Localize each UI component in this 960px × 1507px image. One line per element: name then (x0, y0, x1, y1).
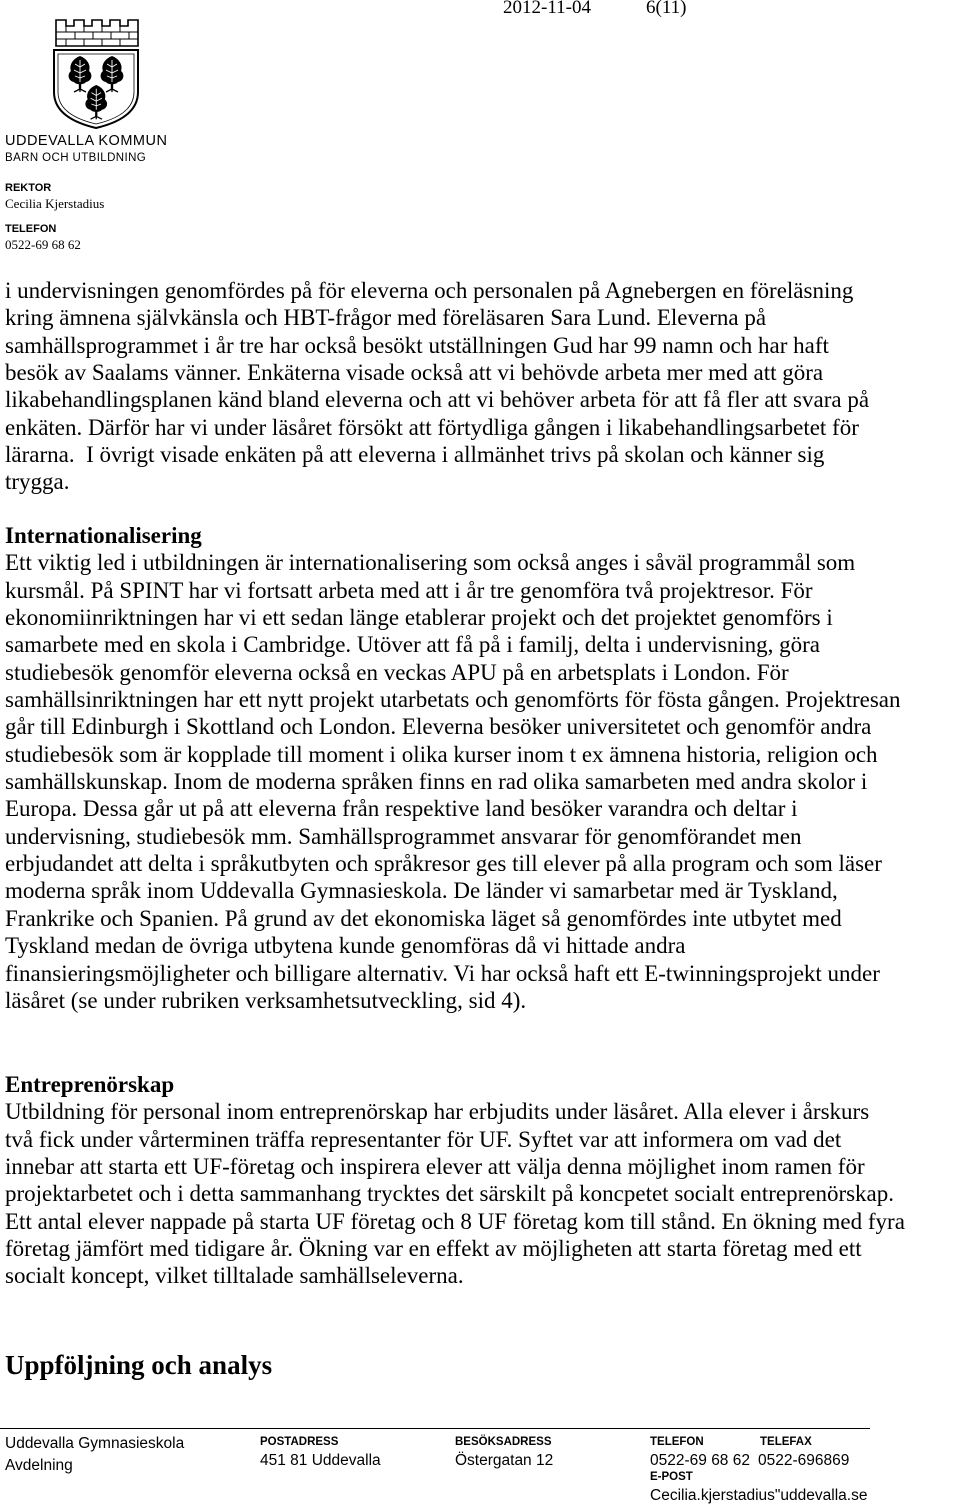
paragraph-line: trygga. (5, 469, 70, 495)
footer-phone-label: TELEFON (650, 1436, 704, 1448)
paragraph-line: två fick under vårterminen träffa representanter för UF. Syftet var att informera om vad det (5, 1126, 842, 1152)
footer-email[interactable]: Cecilia.kjerstadius"uddevalla.se (650, 1487, 868, 1504)
paragraph-line: Frankrike och Spanien. På grund av det ekonomiska läget så genomfördes inte utbytet med (5, 905, 842, 931)
section-intro (5, 277, 869, 496)
footer-visit-address: Östergatan 12 (455, 1452, 554, 1469)
department-name: BARN OCH UTBILDNING (5, 152, 147, 164)
sender-phone: 0522-69 68 62 (5, 237, 81, 252)
paragraph-line: samhällsinriktningen har ett nytt projekt utarbetats och genomförts för fösta gången. Projektresan (5, 687, 901, 713)
paragraph-line: likabehandlingsplanen känd bland eleverna och att vi behöver arbeta för att få fler att svara på (5, 387, 870, 413)
paragraph-line: studiebesök som är kopplade till moment i olika kurser inom t ex ämnena historia, religion och (5, 741, 878, 767)
section-heading-entreprenorskap: Entreprenörskap (5, 1072, 175, 1097)
paragraph-line: undervisning, studiebesök mm. Samhällsprogrammet ansvarar för genomförandet men (5, 823, 802, 849)
paragraph-line: Ett antal elever nappade på starta UF företag och 8 UF företag kom till stånd. En ökning med fyra (5, 1208, 905, 1234)
paragraph-line: samarbete med en skola i Cambridge. Utöver att få på i familj, delta i undervisning, göra (5, 632, 820, 658)
paragraph-line: kursmål. På SPINT har vi fortsatt arbeta med att i år tre genomföra två projektresor. För (5, 577, 813, 603)
paragraph-line: studiebesök genomför eleverna också en veckas APU på en arbetsplats i London. För (5, 659, 789, 685)
sender-name: Cecilia Kjerstadius (5, 196, 105, 211)
paragraph-line: Utbildning för personal inom entreprenörskap har erbjudits under läsåret. Alla elever i årskurs (5, 1099, 870, 1125)
paragraph-line: projektarbetet och i detta sammanhang trycktes det särskilt på koncpetet socialt entreprenörskap. (5, 1181, 895, 1207)
paragraph-line: innebar att starta ett UF-företag och inspirera elever att välja denna möjlighet inom ramen för (5, 1154, 865, 1180)
document-date: 2012-11-04 (503, 0, 591, 18)
paragraph-line: besök av Saalams vänner. Enkäterna visade också att vi behövde arbeta mer med att göra (5, 360, 824, 386)
paragraph-line: företag jämfört med tidigare år. Ökning var en effekt av möjligheten att starta företag med ett (5, 1236, 862, 1262)
paragraph-line: Ett viktig led i utbildningen är internationalisering som också anges i såväl programmål som (5, 550, 856, 576)
footer-postal-label: POSTADRESS (260, 1436, 339, 1448)
footer-divider (0, 1428, 870, 1429)
section-heading-internationalisering: Internationalisering (5, 523, 202, 548)
paragraph-line: går till Edinburgh i Skottland och London. Eleverna besöker universitetet och genomför andra (5, 714, 872, 740)
paragraph-line: erbjudandet att delta i språkutbyten och språkresor ges till elever på alla program och som läser (5, 851, 882, 877)
paragraph-line: Tyskland medan de övriga utbytena kunde genomföras då vi hittade andra (5, 933, 686, 959)
paragraph-line: samhällsprogrammet i år tre har också besökt utställningen Gud har 99 namn och har haft (5, 332, 829, 358)
paragraph-line: finansieringsmöjligheter och billigare alternativ. Vi har också haft ett E-twinningsprojekt under (5, 960, 880, 986)
paragraph-line: ekonomiinriktningen har vi ett sedan länge etablerar projekt och det projektet genomförs i (5, 605, 833, 631)
section-heading-uppfoljning: Uppföljning och analys (5, 1350, 273, 1380)
coat-of-arms-icon (48, 12, 144, 130)
paragraph-line: kring ämnena självkänsla och HBT-frågor med föreläsaren Sara Lund. Eleverna på (5, 305, 767, 331)
organization-name: UDDEVALLA KOMMUN (5, 133, 168, 149)
footer-email-label: E-POST (650, 1471, 693, 1483)
section-internationalisering (5, 522, 900, 1014)
paragraph-line: moderna språk inom Uddevalla Gymnasieskola. De länder vi samarbetar med är Tyskland, (5, 878, 838, 904)
paragraph-line: samhällskunskap. Inom de moderna språken finns en rad olika samarbeten med andra skolor i (5, 769, 868, 795)
paragraph-line: socialt koncept, vilket tilltalade samhällseleverna. (5, 1263, 464, 1289)
paragraph-line: Europa. Dessa går ut på att eleverna från respektive land besöker varandra och deltar i (5, 796, 798, 822)
paragraph-line: lärarna. I övrigt visade enkäten på att eleverna i allmänhet trivs på skolan och känner sig (5, 442, 825, 468)
footer-phone: 0522-69 68 62 (650, 1452, 750, 1469)
page-number: 6(11) (646, 0, 687, 18)
role-label: REKTOR (5, 182, 52, 194)
mural-crown (56, 20, 138, 46)
footer-fax-label: TELEFAX (760, 1436, 812, 1448)
paragraph-line: enkäten. Därför har vi under läsåret försökt att förtydliga gången i likabehandlingsarbetet för (5, 414, 859, 440)
phone-label: TELEFON (5, 223, 57, 235)
section-entreprenorskap (5, 1071, 905, 1290)
paragraph-line: i undervisningen genomfördes på för eleverna och personalen på Agnebergen en föreläsning (5, 278, 854, 303)
footer-postal-address: 451 81 Uddevalla (260, 1452, 381, 1469)
footer-unit: Uddevalla Gymnasieskola (5, 1435, 185, 1452)
footer-visit-label: BESÖKSADRESS (455, 1436, 552, 1448)
footer-fax: 0522-696869 (758, 1452, 850, 1469)
paragraph-line: läsåret (se under rubriken verksamhetsutveckling, sid 4). (5, 987, 527, 1013)
footer-unit-sub: Avdelning (5, 1457, 73, 1474)
